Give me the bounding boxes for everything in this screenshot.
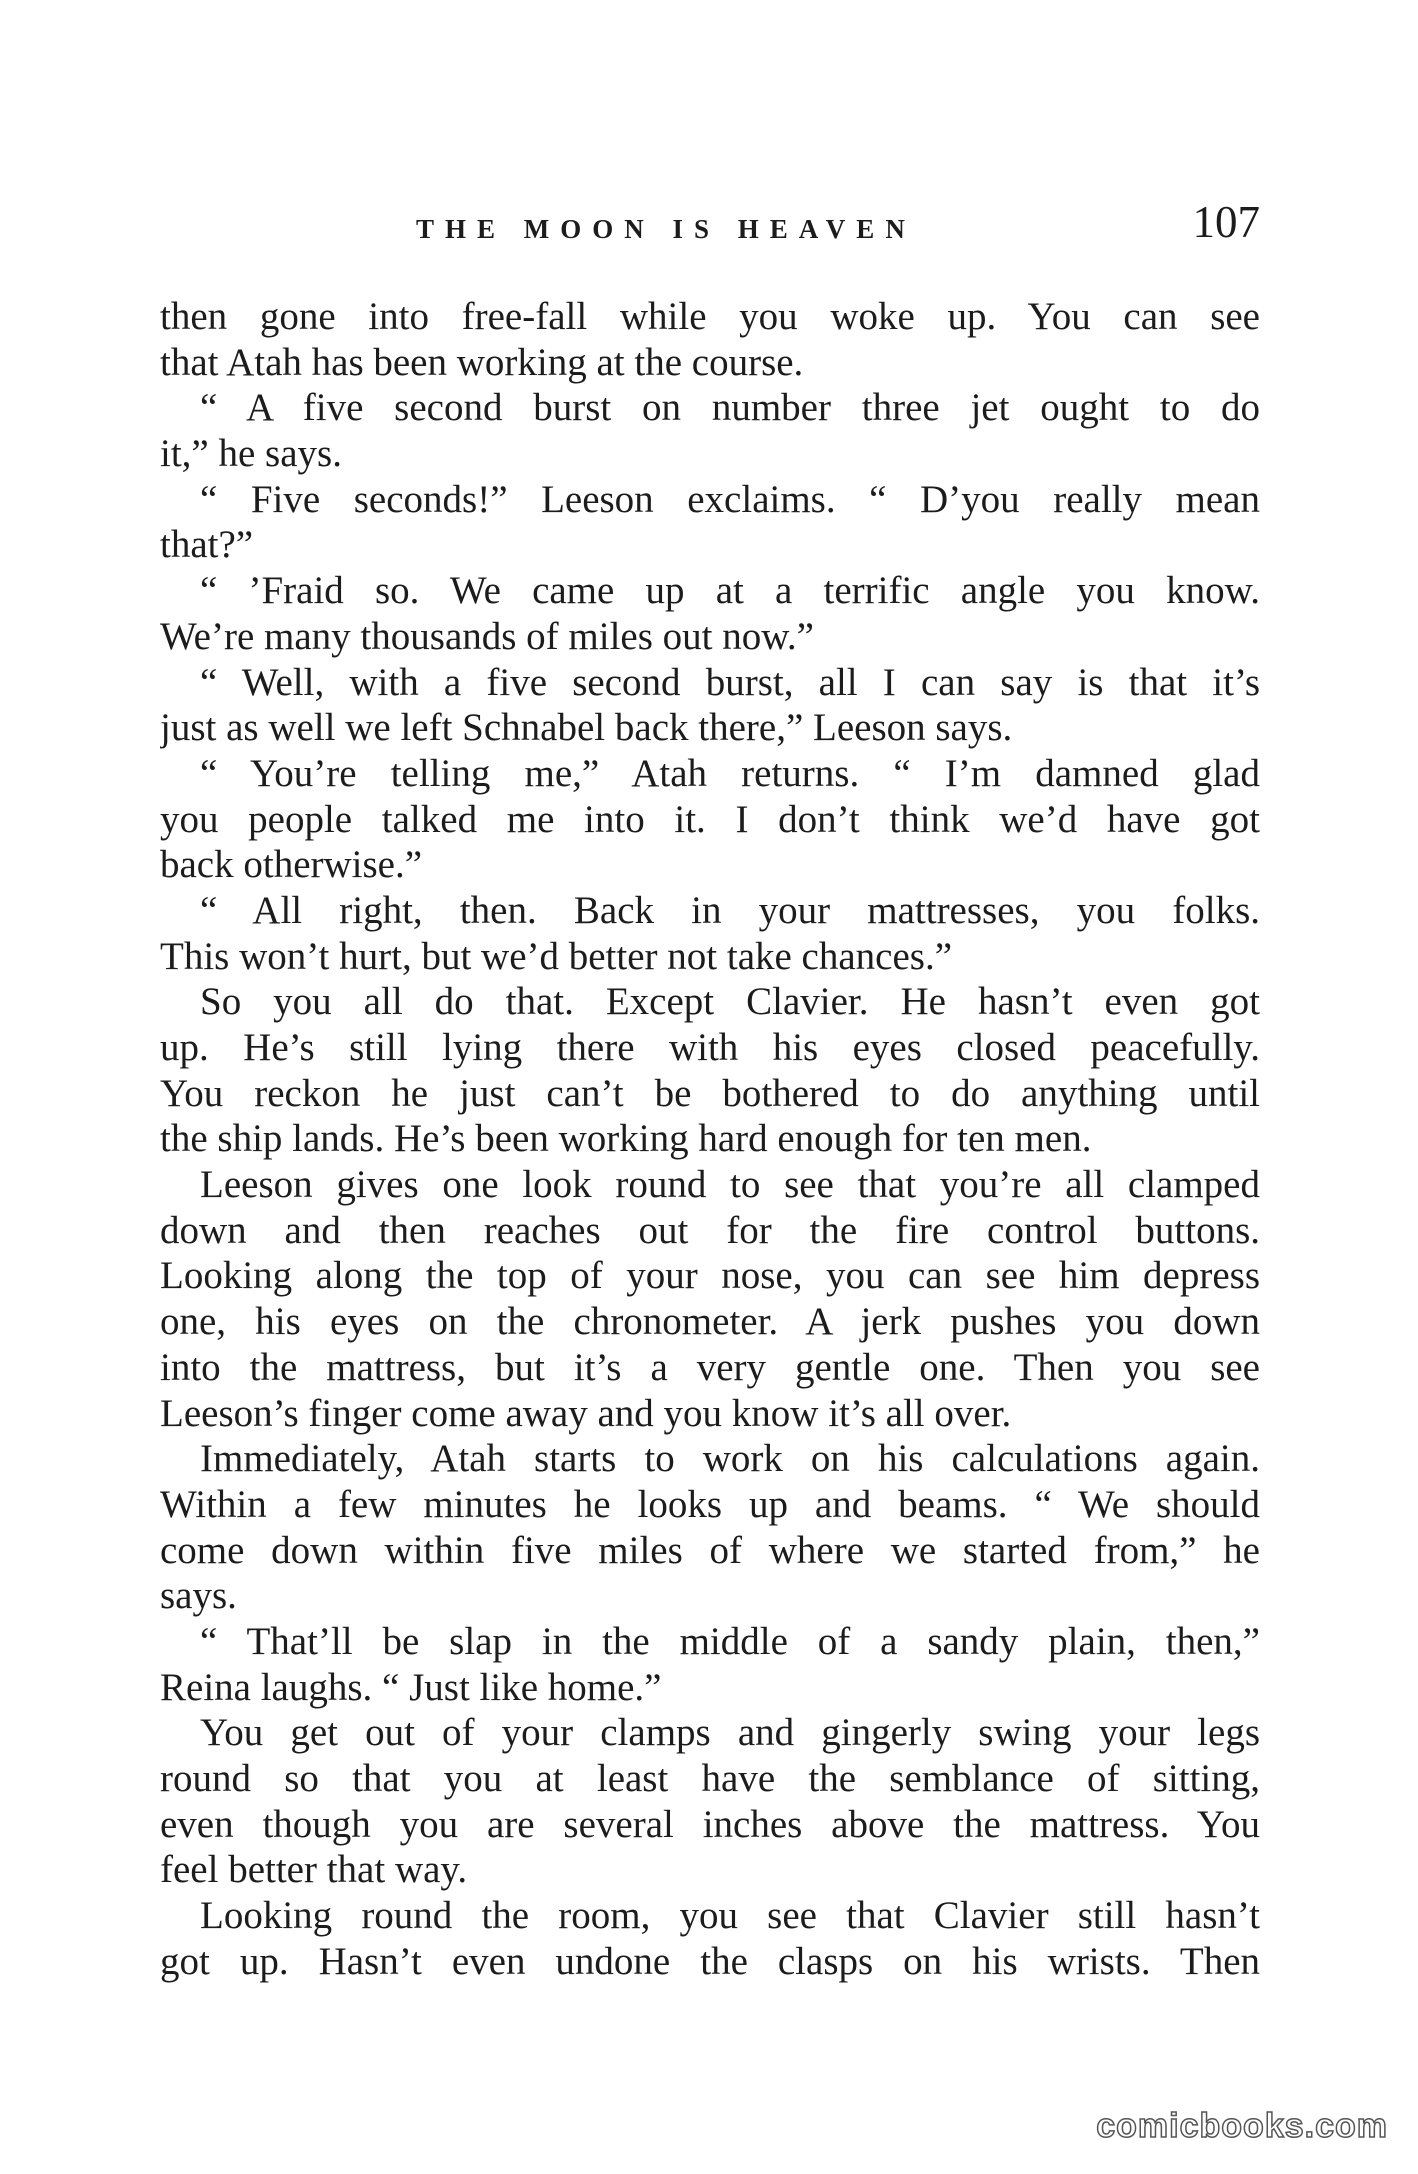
text-line: got up. Hasn’t even undone the clasps on his wrists. Then xyxy=(160,1939,1260,1983)
text-line: You reckon he just can’t be bothered to do anything until xyxy=(160,1071,1260,1115)
text-line: feel better that way. xyxy=(160,1848,468,1892)
text-line: up. He’s still lying there with his eyes closed peacefully. xyxy=(160,1026,1260,1069)
text-line: then gone into free-fall while you woke up. You can see xyxy=(160,295,1260,338)
text-line: Leeson gives one look round to see that you’re all clamped xyxy=(200,1163,1260,1207)
text-line: down and then reaches out for the fire control buttons. xyxy=(160,1208,1260,1252)
running-title: THE MOON IS HEAVEN xyxy=(416,214,916,244)
text-line: This won’t hurt, but we’d better not take chances.” xyxy=(160,934,953,978)
text-line: “ You’re telling me,” Atah returns. “ I’m damned glad xyxy=(200,751,1260,795)
text-line: So you all do that. Except Clavier. He hasn’t even got xyxy=(200,980,1260,1024)
text-line: come down within five miles of where we started from,” he xyxy=(160,1528,1260,1572)
text-line: “ All right, then. Back in your mattresses, you folks. xyxy=(200,888,1260,932)
text-line: You get out of your clamps and gingerly swing your legs xyxy=(200,1711,1260,1755)
body-text xyxy=(160,294,1260,1984)
text-line: even though you are several inches above the mattress. You xyxy=(160,1802,1260,1846)
text-line: says. xyxy=(160,1574,237,1618)
watermark-logo: comicbooks.com xyxy=(1096,2107,1388,2145)
page-number: 107 xyxy=(1192,197,1260,247)
text-line: “ ’Fraid so. We came up at a terrific angle you know. xyxy=(200,569,1260,613)
text-line: Reina laughs. “ Just like home.” xyxy=(160,1665,662,1709)
text-line: that?” xyxy=(160,523,254,567)
text-line: just as well we left Schnabel back there,” Leeson says. xyxy=(160,706,1013,750)
text-line: that Atah has been working at the course. xyxy=(160,340,804,384)
text-line: it,” he says. xyxy=(160,432,342,476)
text-line: We’re many thousands of miles out now.” xyxy=(160,614,814,658)
text-line: Looking round the room, you see that Clavier still hasn’t xyxy=(200,1894,1260,1938)
text-line: round so that you at least have the semblance of sitting, xyxy=(160,1757,1260,1800)
text-line: Within a few minutes he looks up and beams. “ We should xyxy=(160,1482,1260,1526)
text-line: Looking along the top of your nose, you can see him depress xyxy=(160,1254,1260,1298)
text-line: Immediately, Atah starts to work on his calculations again. xyxy=(200,1437,1260,1481)
text-line: “ Five seconds!” Leeson exclaims. “ D’you really mean xyxy=(200,477,1260,521)
text-line: back otherwise.” xyxy=(160,843,423,887)
text-line: into the mattress, but it’s a very gentle one. Then you see xyxy=(160,1345,1260,1389)
text-line: you people talked me into it. I don’t think we’d have got xyxy=(160,797,1260,841)
text-line: one, his eyes on the chronometer. A jerk pushes you down xyxy=(160,1300,1260,1344)
text-line: the ship lands. He’s been working hard enough for ten men. xyxy=(160,1117,1092,1161)
text-line: Leeson’s finger come away and you know it’s all over. xyxy=(160,1391,1012,1435)
text-line: “ A five second burst on number three jet ought to do xyxy=(200,386,1260,430)
text-line: “ Well, with a five second burst, all I can say is that it’s xyxy=(200,660,1260,704)
text-line: “ That’ll be slap in the middle of a sandy plain, then,” xyxy=(200,1619,1260,1663)
running-head xyxy=(160,196,1260,256)
